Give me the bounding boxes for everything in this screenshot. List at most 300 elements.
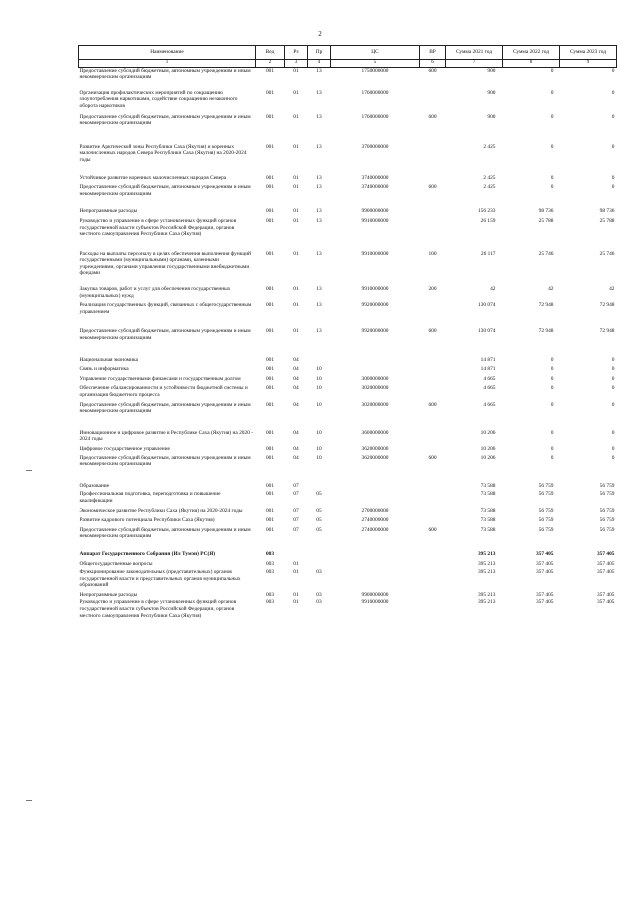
row-cs xyxy=(331,366,420,376)
row-sum-2023: 0 xyxy=(611,366,615,373)
column-number: 1 xyxy=(79,60,256,68)
column-number: 2 xyxy=(256,60,285,68)
row-sum-2021: 395 213 xyxy=(477,560,496,567)
row-name: Реализация государственных функций, связанных с общегосударственным управлением xyxy=(79,302,252,315)
row-name: Предоставление субсидий бюджетным, автономным учреждениям и иным некоммерческим организациям xyxy=(79,401,251,415)
row-rz: 01 xyxy=(293,174,299,181)
row-pr: 13 xyxy=(316,89,322,96)
row-rz: 01 xyxy=(293,67,299,74)
row-name: Национальная экономика xyxy=(79,356,138,363)
row-rz: 07 xyxy=(293,491,299,498)
row-rz xyxy=(285,551,308,561)
row-name: Экономическое развитие Республики Саха (Якутия) на 2020-2024 годы xyxy=(79,507,243,514)
row-name: Общегосударственные вопросы xyxy=(79,560,153,567)
row-sum-2023: 0 xyxy=(611,67,615,74)
row-rz: 01 xyxy=(293,302,299,309)
row-name: Образование xyxy=(79,482,110,489)
row-vr: 600 xyxy=(428,401,437,408)
row-ved: 001 xyxy=(265,517,275,524)
row-name: Руководство и управление в сфере установленных функций органов государственной власти субъектов Российской Федерации, органов местного самоуправления Республики Саха (Якутия) xyxy=(79,599,237,619)
budget-table xyxy=(78,45,617,620)
row-ved: 001 xyxy=(265,401,275,408)
table-row xyxy=(79,357,617,367)
row-rz: 01 xyxy=(293,113,299,120)
row-ved: 001 xyxy=(265,67,275,74)
row-cs: 9910000000 xyxy=(361,599,389,606)
row-cs: 3740000000 xyxy=(361,184,389,191)
row-cs: 3620000000 xyxy=(361,454,389,461)
row-rz: 04 xyxy=(293,454,299,461)
row-sum-2021: 156 233 xyxy=(477,208,496,215)
row-sum-2021: 26 159 xyxy=(480,217,496,224)
row-pr: 10 xyxy=(316,454,322,461)
row-sum-2023: 357 405 xyxy=(596,550,615,557)
row-pr: 03 xyxy=(316,599,322,606)
row-name: Предоставление субсидий бюджетным, автономным учреждениям и иным некоммерческим организациям xyxy=(79,184,251,197)
row-vr xyxy=(420,366,446,376)
row-pr: 10 xyxy=(316,445,322,452)
row-sum-2023: 56 759 xyxy=(599,482,615,489)
table-row xyxy=(79,376,617,386)
row-sum-2023: 25 746 xyxy=(599,250,615,257)
column-number: 4 xyxy=(308,60,331,68)
header-pr: Пр xyxy=(308,46,331,60)
row-vr xyxy=(420,376,446,386)
table-row xyxy=(79,551,617,561)
row-pr: 13 xyxy=(316,143,322,150)
row-sum-2022: 42 xyxy=(548,286,554,293)
row-sum-2021: 130 074 xyxy=(477,302,496,309)
table-row xyxy=(79,218,617,251)
column-number-row xyxy=(79,60,617,68)
row-ved: 001 xyxy=(265,429,275,436)
table-row xyxy=(79,517,617,527)
row-cs: 2700000000 xyxy=(361,507,389,514)
row-cs: 3020000000 xyxy=(361,385,389,392)
row-pr: 13 xyxy=(316,113,322,120)
row-vr xyxy=(420,561,446,570)
row-name: Предоставление субсидий бюджетным, автономным учреждениям и иным некоммерческим организациям xyxy=(79,67,251,81)
row-pr: 10 xyxy=(316,429,322,436)
row-sum-2021: 2 425 xyxy=(483,143,496,150)
row-sum-2021: 130 074 xyxy=(477,328,496,335)
row-vr: 600 xyxy=(428,184,437,191)
row-ved: 001 xyxy=(265,375,275,382)
row-pr: 05 xyxy=(316,491,322,498)
table-row xyxy=(79,402,617,430)
row-ved: 001 xyxy=(265,113,275,120)
row-rz: 01 xyxy=(293,89,299,96)
row-ved: 001 xyxy=(265,302,275,309)
row-cs: 3000000000 xyxy=(361,375,389,382)
row-pr: 10 xyxy=(316,385,322,392)
table-row xyxy=(79,508,617,518)
row-sum-2021: 73 588 xyxy=(480,491,496,498)
row-cs: 3600000000 xyxy=(361,429,389,436)
row-cs: 9910000000 xyxy=(361,286,389,293)
table-row xyxy=(79,446,617,455)
row-cs: 3020000000 xyxy=(361,401,389,408)
row-name: Непрограммные расходы xyxy=(79,591,138,598)
row-sum-2023: 357 405 xyxy=(596,599,615,606)
row-vr: 200 xyxy=(428,286,437,293)
header-name: Наименование xyxy=(79,46,256,60)
row-ved: 001 xyxy=(265,366,275,373)
table-row xyxy=(79,286,617,302)
table-row xyxy=(79,208,617,218)
table-row xyxy=(79,184,617,208)
row-pr xyxy=(308,551,331,561)
row-cs xyxy=(331,569,420,592)
page-number: 2 xyxy=(318,30,322,38)
row-sum-2021: 4 665 xyxy=(483,375,496,382)
row-sum-2022: 0 xyxy=(550,184,554,191)
margin-mark xyxy=(26,800,32,801)
row-vr: 600 xyxy=(428,526,437,533)
margin-mark xyxy=(26,470,32,471)
row-rz: 01 xyxy=(293,560,299,567)
row-sum-2021: 900 xyxy=(487,89,496,96)
row-name: Связь и информатика xyxy=(79,366,129,373)
column-number: 3 xyxy=(285,60,308,68)
row-vr xyxy=(420,491,446,507)
table-row xyxy=(79,175,617,185)
table-body xyxy=(79,67,617,620)
header-sum-2022: Сумма 2022 год xyxy=(503,46,560,60)
row-cs: 1750000000 xyxy=(361,67,389,74)
row-ved: 003 xyxy=(265,569,275,576)
row-pr: 05 xyxy=(316,507,322,514)
row-sum-2023: 0 xyxy=(611,401,615,408)
row-pr xyxy=(308,483,331,492)
row-sum-2022: 56 759 xyxy=(538,517,554,524)
row-cs xyxy=(331,491,420,507)
row-sum-2021: 73 588 xyxy=(480,517,496,524)
row-sum-2023: 0 xyxy=(611,385,615,392)
row-pr xyxy=(308,357,331,367)
row-name: Обеспечение сбалансированности и устойчивости бюджетной системы и организация бюджетного процесса xyxy=(79,385,248,398)
row-sum-2023: 357 405 xyxy=(596,591,615,598)
row-rz: 01 xyxy=(293,599,299,606)
row-vr xyxy=(420,385,446,401)
row-sum-2023: 0 xyxy=(611,143,615,150)
row-cs: 9920000000 xyxy=(361,302,389,309)
row-name: Предоставление субсидий бюджетным, автономным учреждениям и иным некоммерческим организациям xyxy=(79,454,251,468)
row-vr xyxy=(420,90,446,114)
row-vr xyxy=(420,357,446,367)
row-sum-2022: 56 759 xyxy=(538,491,554,498)
row-sum-2022: 0 xyxy=(550,356,554,363)
row-rz: 01 xyxy=(293,143,299,150)
column-number: 6 xyxy=(420,60,446,68)
header-row xyxy=(79,46,617,60)
row-sum-2022: 0 xyxy=(550,113,554,120)
row-rz: 04 xyxy=(293,429,299,436)
column-number: 5 xyxy=(331,60,420,68)
row-cs: 3620000000 xyxy=(361,445,389,452)
row-cs: 9910000000 xyxy=(361,250,389,257)
row-name: Инновационное и цифровое развитие в Республике Саха (Якутия) на 2020 - 2024 годы xyxy=(79,429,254,443)
row-cs xyxy=(331,561,420,570)
row-vr xyxy=(420,569,446,592)
row-sum-2022: 357 405 xyxy=(535,569,554,576)
row-sum-2021: 42 xyxy=(490,286,496,293)
row-ved: 001 xyxy=(265,526,275,533)
row-vr xyxy=(420,175,446,185)
row-vr: 600 xyxy=(428,454,437,461)
row-sum-2022: 0 xyxy=(550,385,554,392)
row-name: Руководство и управление в сфере установленных функций органов государственной власти субъектов Российской Федерации, органов местного самоуправления Республики Саха (Якутия) xyxy=(79,217,237,238)
row-rz: 04 xyxy=(293,445,299,452)
row-ved: 001 xyxy=(265,250,275,257)
row-vr xyxy=(420,446,446,455)
row-ved: 001 xyxy=(265,184,275,191)
row-ved: 001 xyxy=(265,385,275,392)
row-sum-2023: 56 759 xyxy=(599,526,615,533)
row-ved: 001 xyxy=(265,89,275,96)
row-name: Предоставление субсидий бюджетным, автономным учреждениям и иным некоммерческим организациям xyxy=(79,113,251,127)
row-vr: 600 xyxy=(428,328,437,335)
row-sum-2021: 900 xyxy=(487,113,496,120)
row-vr: 600 xyxy=(428,113,437,120)
row-sum-2022: 357 405 xyxy=(535,550,554,557)
row-cs: 3700000000 xyxy=(361,143,389,150)
row-vr xyxy=(420,592,446,600)
row-pr: 13 xyxy=(316,184,322,191)
row-sum-2021: 395 213 xyxy=(477,591,496,598)
row-rz: 07 xyxy=(293,482,299,489)
row-rz: 04 xyxy=(293,375,299,382)
row-vr xyxy=(420,517,446,527)
row-sum-2022: 72 948 xyxy=(538,328,554,335)
header-cs: ЦС xyxy=(331,46,420,60)
table-row xyxy=(79,569,617,592)
row-pr: 13 xyxy=(316,286,322,293)
table-row xyxy=(79,455,617,483)
row-ved: 001 xyxy=(265,174,275,181)
row-sum-2022: 25 788 xyxy=(538,217,554,224)
row-rz: 01 xyxy=(293,286,299,293)
row-vr xyxy=(420,430,446,446)
row-name: Предоставление субсидий бюджетным, автономным учреждениям и иным некоммерческим организациям xyxy=(79,328,251,342)
row-vr: 600 xyxy=(428,67,437,74)
row-sum-2023: 0 xyxy=(611,113,615,120)
row-sum-2023: 0 xyxy=(611,375,615,382)
row-pr: 13 xyxy=(316,67,322,74)
row-cs: 1760000000 xyxy=(361,113,389,120)
row-name: Предоставление субсидий бюджетным, автономным учреждениям и иным некоммерческим организациям xyxy=(79,526,251,540)
table-row xyxy=(79,491,617,507)
row-sum-2021: 395 213 xyxy=(477,550,496,557)
row-pr: 03 xyxy=(316,591,322,598)
row-sum-2023: 0 xyxy=(611,89,615,96)
row-rz: 01 xyxy=(293,591,299,598)
row-sum-2022: 25 746 xyxy=(538,250,554,257)
row-rz: 04 xyxy=(293,356,299,363)
row-rz: 01 xyxy=(293,328,299,335)
row-pr: 13 xyxy=(316,208,322,215)
row-sum-2022: 357 405 xyxy=(535,591,554,598)
row-cs: 1760000000 xyxy=(361,89,389,96)
row-name: Закупка товаров, работ и услуг для обеспечения государственных (муниципальных) нужд xyxy=(79,286,231,299)
row-sum-2023: 25 788 xyxy=(599,217,615,224)
row-sum-2022: 0 xyxy=(550,429,554,436)
row-pr: 13 xyxy=(316,302,322,309)
row-sum-2022: 56 759 xyxy=(538,482,554,489)
row-sum-2021: 26 117 xyxy=(480,250,496,257)
row-sum-2022: 0 xyxy=(550,454,554,461)
table-row xyxy=(79,67,617,90)
row-sum-2023: 0 xyxy=(611,454,615,461)
row-pr: 13 xyxy=(316,250,322,257)
row-sum-2022: 72 948 xyxy=(538,302,554,309)
row-name: Управление государственными финансами и государственным долгом xyxy=(79,375,241,382)
row-rz: 01 xyxy=(293,569,299,576)
row-sum-2023: 98 736 xyxy=(599,208,615,215)
row-rz: 07 xyxy=(293,517,299,524)
row-sum-2022: 56 759 xyxy=(538,526,554,533)
row-sum-2022: 98 736 xyxy=(538,208,554,215)
row-ved: 001 xyxy=(265,454,275,461)
row-sum-2021: 395 213 xyxy=(477,569,496,576)
table-row xyxy=(79,430,617,446)
row-vr: 100 xyxy=(428,250,437,257)
row-sum-2023: 56 759 xyxy=(599,507,615,514)
row-name: Организация профилактических мероприятий по сокращению злоупотребления наркотиками, содействие сокращению незаконного оборота наркотиков xyxy=(79,89,238,109)
row-cs: 9920000000 xyxy=(361,328,389,335)
row-sum-2023: 357 405 xyxy=(596,569,615,576)
row-ved: 001 xyxy=(265,482,275,489)
row-sum-2021: 4 665 xyxy=(483,385,496,392)
table-row xyxy=(79,144,617,175)
row-ved: 001 xyxy=(265,208,275,215)
row-name: Цифровое государственное управление xyxy=(79,445,170,452)
table-row xyxy=(79,561,617,570)
header-sum-2023: Сумма 2023 год xyxy=(560,46,617,60)
row-sum-2021: 14 871 xyxy=(480,356,496,363)
table-row xyxy=(79,366,617,376)
row-ved: 001 xyxy=(265,286,275,293)
row-ved: 003 xyxy=(265,591,275,598)
row-ved: 001 xyxy=(265,356,275,363)
row-name: Устойчивое развитие коренных малочисленных народов Севера xyxy=(79,174,227,181)
row-name: Развитие кадрового потенциала Республики Саха (Якутия) xyxy=(79,517,215,524)
row-pr: 13 xyxy=(316,217,322,224)
row-cs: 9910000000 xyxy=(361,217,389,224)
row-ved: 001 xyxy=(265,507,275,514)
row-cs xyxy=(331,551,420,561)
row-sum-2023: 56 759 xyxy=(599,491,615,498)
row-sum-2023: 0 xyxy=(611,445,615,452)
row-pr: 10 xyxy=(316,401,322,408)
row-pr: 13 xyxy=(316,174,322,181)
row-sum-2021: 2 425 xyxy=(483,174,496,181)
row-sum-2023: 56 759 xyxy=(599,517,615,524)
row-ved: 001 xyxy=(265,491,275,498)
row-rz: 07 xyxy=(293,507,299,514)
row-rz: 07 xyxy=(293,526,299,533)
row-ved: 003 xyxy=(265,560,275,567)
row-rz: 01 xyxy=(293,184,299,191)
row-sum-2023: 0 xyxy=(611,356,615,363)
row-sum-2022: 0 xyxy=(550,67,554,74)
row-sum-2023: 72 948 xyxy=(599,328,615,335)
table-row xyxy=(79,599,617,620)
row-sum-2022: 0 xyxy=(550,366,554,373)
row-ved: 001 xyxy=(265,445,275,452)
column-number: 8 xyxy=(503,60,560,68)
row-sum-2022: 56 759 xyxy=(538,507,554,514)
row-cs: 9900000000 xyxy=(361,591,389,598)
row-sum-2022: 0 xyxy=(550,89,554,96)
header-ved: Вед xyxy=(256,46,285,60)
row-sum-2023: 0 xyxy=(611,429,615,436)
row-sum-2021: 10 206 xyxy=(480,454,496,461)
row-cs: 3740000000 xyxy=(361,174,389,181)
row-cs: 9900000000 xyxy=(361,208,389,215)
row-vr xyxy=(420,483,446,492)
row-sum-2023: 42 xyxy=(609,286,615,293)
row-cs xyxy=(331,357,420,367)
row-cs: 2740000000 xyxy=(361,517,389,524)
row-sum-2022: 0 xyxy=(550,445,554,452)
row-pr xyxy=(308,561,331,570)
row-vr xyxy=(420,208,446,218)
row-sum-2021: 14 871 xyxy=(480,366,496,373)
table-row xyxy=(79,527,617,551)
row-sum-2023: 72 948 xyxy=(599,302,615,309)
row-name: Аппарат Государственного Собрания (Ил Тумэн) РС(Я) xyxy=(79,550,216,557)
row-pr: 05 xyxy=(316,517,322,524)
row-sum-2022: 0 xyxy=(550,143,554,150)
header-rz: Рз xyxy=(285,46,308,60)
row-cs: 2740000000 xyxy=(361,526,389,533)
row-ved: 003 xyxy=(265,550,275,557)
table-row xyxy=(79,302,617,328)
row-pr: 03 xyxy=(316,569,322,576)
row-ved: 001 xyxy=(265,143,275,150)
row-rz: 04 xyxy=(293,366,299,373)
row-rz: 01 xyxy=(293,208,299,215)
row-sum-2021: 73 588 xyxy=(480,482,496,489)
table-row xyxy=(79,114,617,144)
row-vr xyxy=(420,599,446,620)
column-number: 7 xyxy=(446,60,503,68)
table-row xyxy=(79,385,617,401)
row-sum-2021: 73 588 xyxy=(480,507,496,514)
row-rz: 04 xyxy=(293,401,299,408)
table-row xyxy=(79,328,617,356)
row-name: Функционирование законодательных (представительных) органов государственной власти и представительных органов муниципальных образований xyxy=(79,569,241,589)
row-sum-2022: 0 xyxy=(550,174,554,181)
row-sum-2021: 10 206 xyxy=(480,445,496,452)
row-vr xyxy=(420,302,446,328)
row-pr: 05 xyxy=(316,526,322,533)
row-name: Профессиональная подготовка, переподготовка и повышение квалификации xyxy=(79,491,221,504)
header-sum-2021: Сумма 2021 год xyxy=(446,46,503,60)
row-sum-2022: 357 405 xyxy=(535,599,554,606)
table-row xyxy=(79,90,617,114)
row-ved: 003 xyxy=(265,599,275,606)
row-ved: 001 xyxy=(265,328,275,335)
row-rz: 04 xyxy=(293,385,299,392)
row-cs xyxy=(331,483,420,492)
row-sum-2023: 0 xyxy=(611,184,615,191)
header-vr: ВР xyxy=(420,46,446,60)
row-sum-2022: 0 xyxy=(550,375,554,382)
row-sum-2021: 73 588 xyxy=(480,526,496,533)
row-vr xyxy=(420,144,446,175)
